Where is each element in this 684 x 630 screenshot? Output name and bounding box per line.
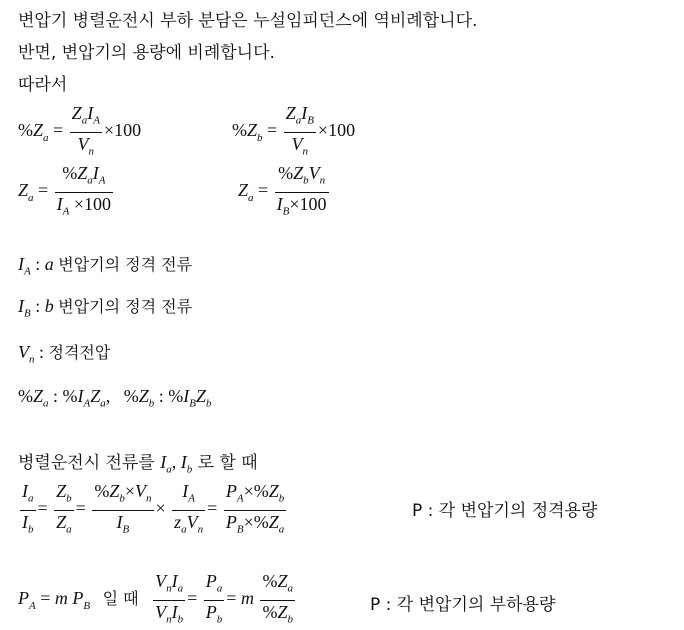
- formula-percent-zb: $\%Z_b$ = $\frac{Z_aI_B}{V_n}$ ×100: [232, 103, 356, 158]
- load-capacity-note: P : 각 변압기의 부하용량: [370, 595, 556, 615]
- ratio-expression: $\%Z_a$ : $\%I_AZ_a$, $\%Z_b$ : $\%I_BZ_b$: [18, 386, 212, 410]
- intro-line-3: 따라서: [18, 75, 68, 95]
- formula-percent-za: $\%Z_a$ = $\frac{Z_aI_A}{V_n}$ ×100: [18, 103, 142, 158]
- formula-za-a: $Z_a$ = $\frac{\%Z_aI_A}{I_A \times 100}$: [18, 163, 112, 218]
- formula-za-b: $Z_a$ = $\frac{\%Z_bV_n}{I_B\times 100}$: [238, 163, 327, 218]
- definition-ib: $I_B$ : b 변압기의 정격 전류: [18, 296, 193, 320]
- current-ratio-formula: $\frac{I_a}{I_b}$ = $\frac{Z_b}{Z_a}$ = $\frac{\%Z_b\times V_n}{I_B}$ × $\frac{I_A}{z_aV_n}$ = $\frac{P_A\times\%Z_b}{P_B\times\%Z_a}$: [22, 481, 285, 536]
- definition-ia: $I_A$ : a 변압기의 정격 전류: [18, 254, 193, 278]
- intro-line-2: 반면, 변압기의 용량에 비례합니다.: [18, 43, 275, 63]
- definition-vn: $V_n$ : 정격전압: [18, 342, 111, 366]
- parallel-label: 병렬운전시 전류를 $I_a$, $I_b$ 로 할 때: [18, 452, 258, 476]
- load-share-formula: $P_A = m$ $P_B$ 일 때 $\frac{V_nI_a}{V_nI_b}$ = $\frac{P_a}{P_b}$ = m $\frac{\%Z_a}{\%Z_b}$: [18, 571, 293, 626]
- rated-capacity-note: P : 각 변압기의 정격용량: [412, 501, 598, 521]
- intro-line-1: 변압기 병렬운전시 부하 분담은 누설임피던스에 역비례합니다.: [18, 11, 478, 31]
